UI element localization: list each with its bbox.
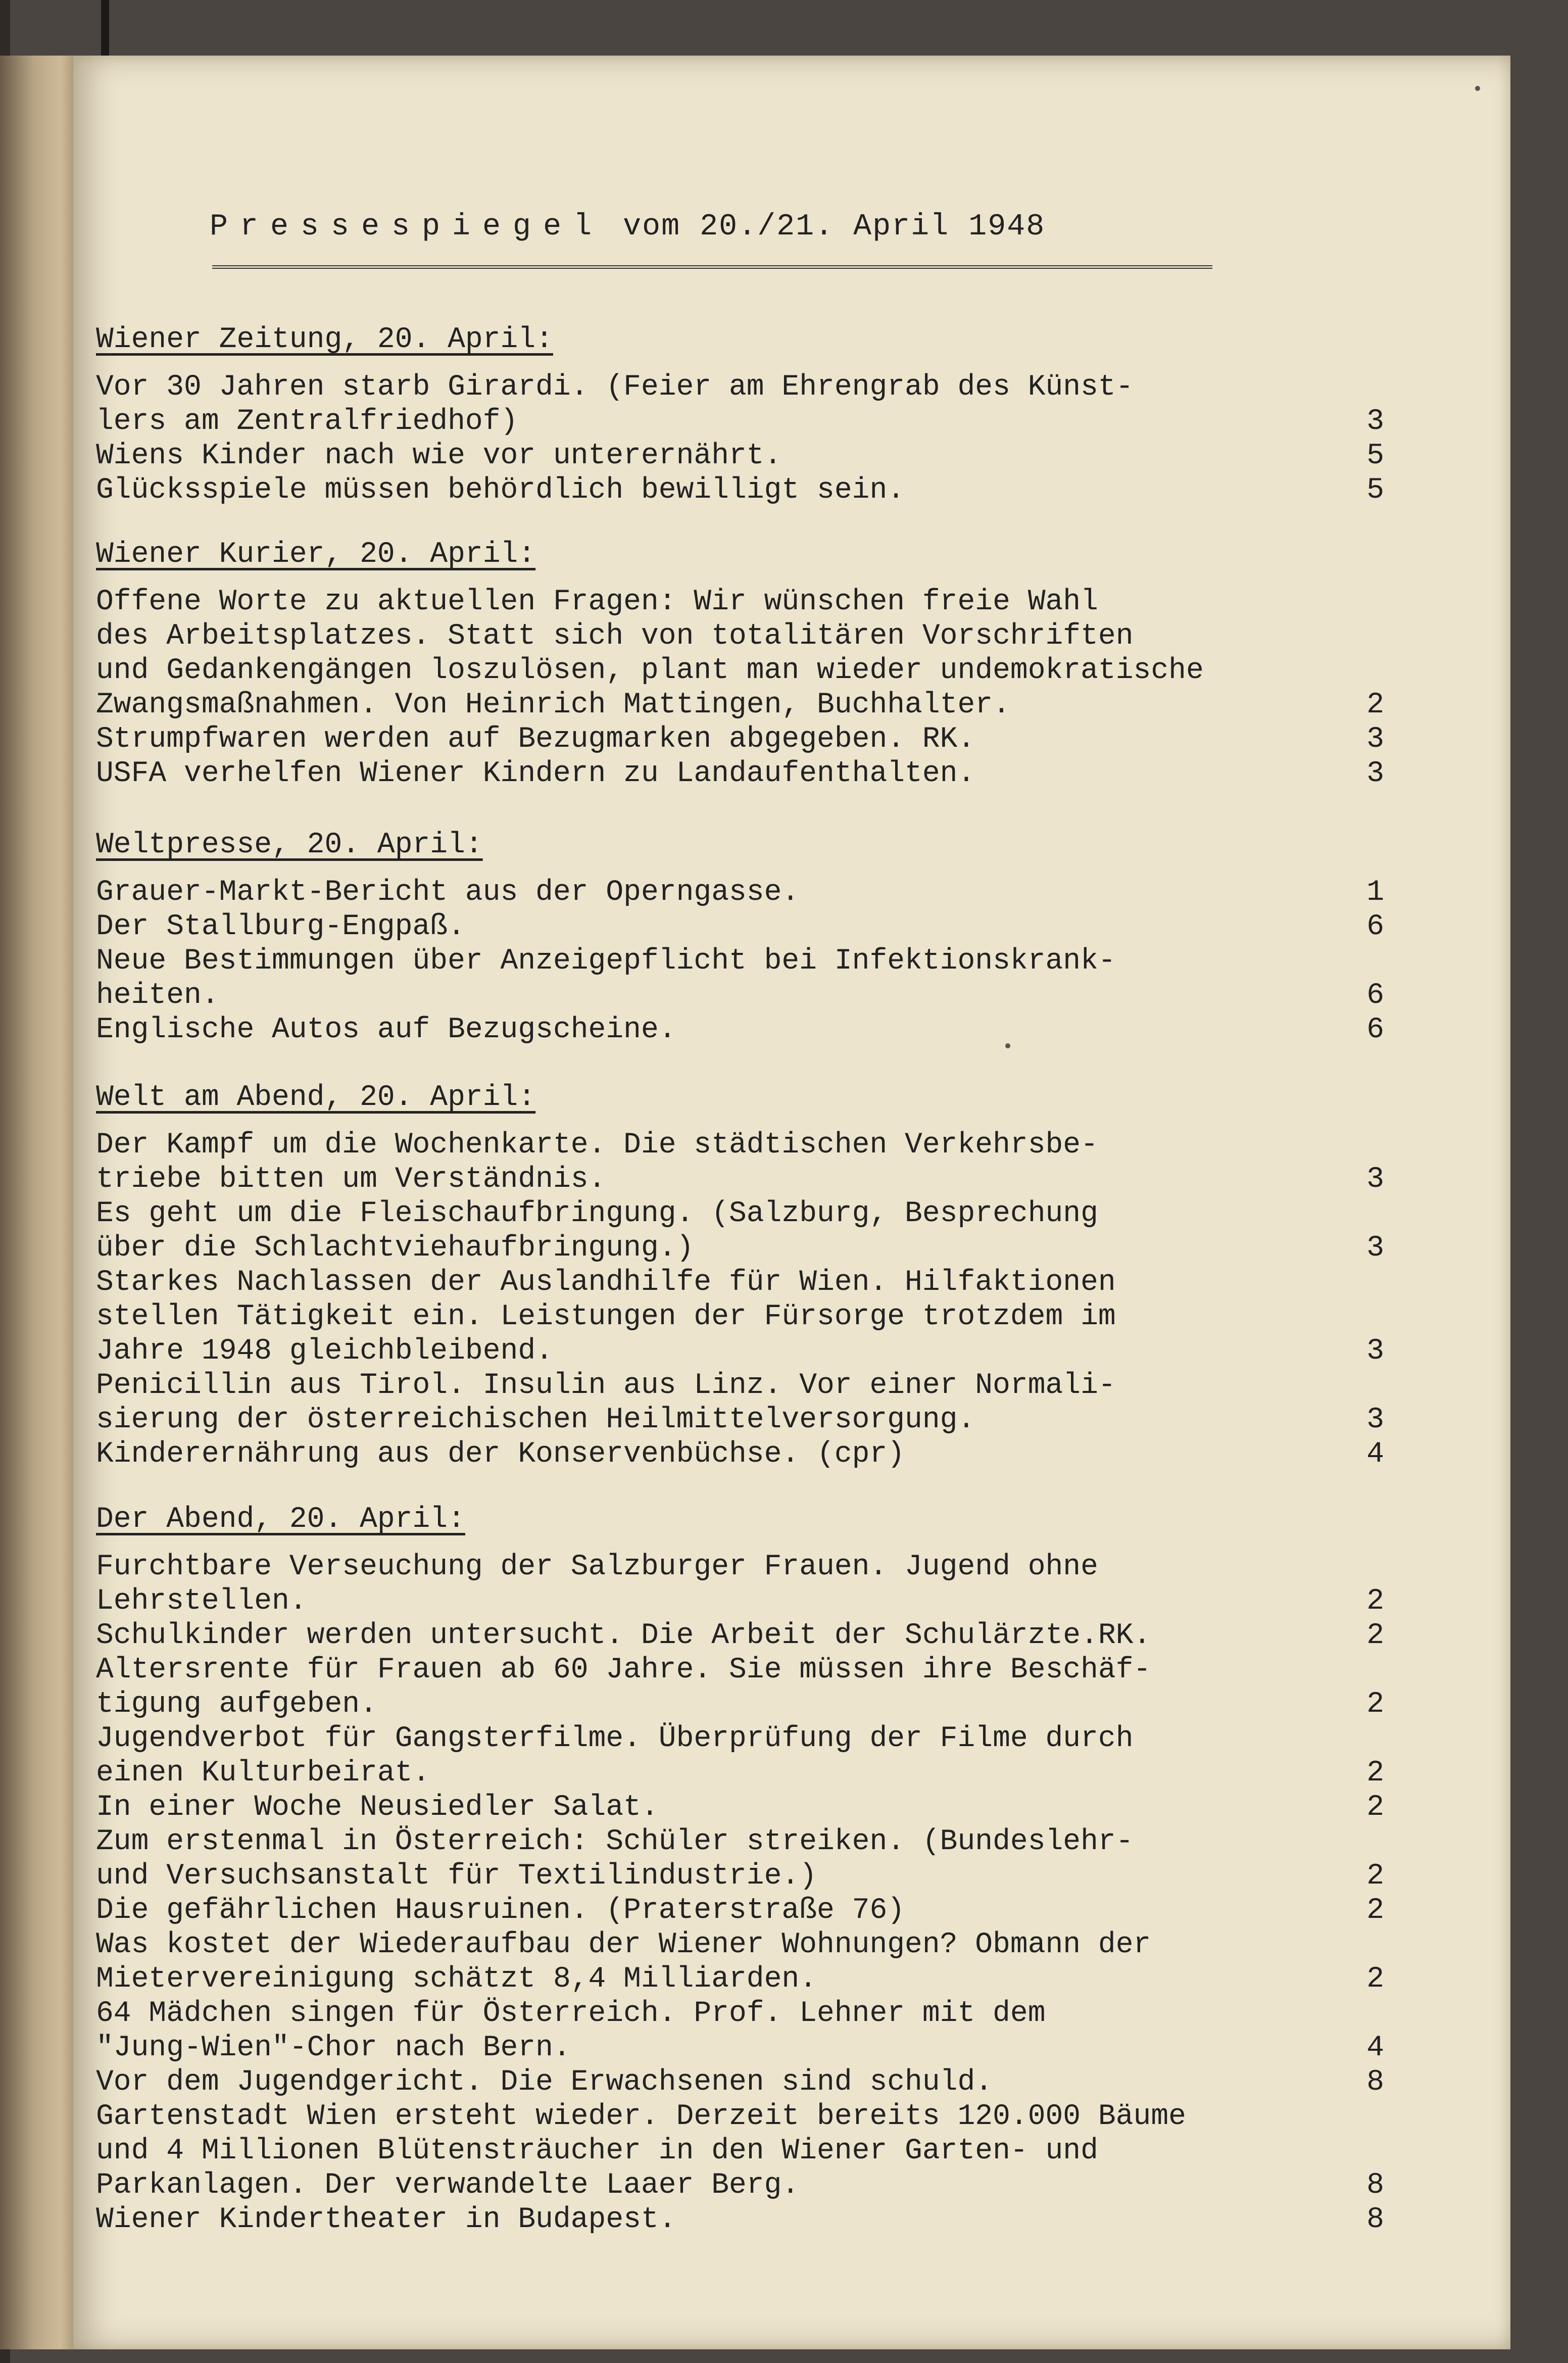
item-page: 8 [1366,2066,1384,2099]
item-text: Was kostet der Wiederaufbau der Wiener Wohnungen? Obmann der Mietervereinigung schätzt 8,4 Milliarden. [96,1928,1151,1996]
list-item [96,1550,1389,1619]
item-page: 2 [1366,1688,1384,1721]
item-text: Wiener Kindertheater in Budapest. [96,2203,676,2236]
item-text: Schulkinder werden untersucht. Die Arbeit der Schulärzte.RK. [96,1619,1151,1652]
section-welt-am-abend [96,1081,1389,1472]
item-page: 2 [1366,1757,1384,1790]
item-page: 2 [1366,1619,1384,1652]
item-page: 2 [1366,1791,1384,1824]
item-page: 5 [1366,474,1384,507]
item-text: Grauer-Markt-Bericht aus der Operngasse. [96,876,800,909]
list-item [96,1619,1389,1653]
item-page: 2 [1366,1585,1384,1618]
item-page: 2 [1366,1963,1384,1996]
item-page: 2 [1366,1894,1384,1927]
list-item [96,370,1389,439]
section-heading: Weltpresse, 20. April: [96,829,483,861]
list-item [96,585,1389,722]
list-item [96,1266,1389,1369]
item-page: 4 [1366,1438,1384,1471]
item-text: Neue Bestimmungen über Anzeigepflicht bei Infektionskrank- heiten. [96,945,1116,1012]
item-text: Vor dem Jugendgericht. Die Erwachsenen sind schuld. [96,2066,993,2099]
item-text: Starkes Nachlassen der Auslandhilfe für Wien. Hilfaktionen stellen Tätigkeit ein. Leistungen der Fürsorge trotzdem im Jahre 1948 gleichbleibend. [96,1266,1116,1368]
title-date: vom 20./21. April 1948 [623,210,1046,244]
item-page: 5 [1366,440,1384,472]
list-item [96,944,1389,1013]
item-page: 8 [1366,2203,1384,2236]
item-text: Der Kampf um die Wochenkarte. Die städtischen Verkehrsbe- triebe bitten um Verständnis. [96,1129,1098,1196]
list-item [96,1894,1389,1928]
item-text: Gartenstadt Wien ersteht wieder. Derzeit bereits 120.000 Bäume und 4 Millionen Blütensträucher in den Wiener Garten- und Parkanlagen. Der verwandelte Laaer Berg. [96,2100,1186,2202]
item-text: Vor 30 Jahren starb Girardi. (Feier am Ehrengrab des Künst- lers am Zentralfriedhof) [96,371,1134,438]
item-text: Penicillin aus Tirol. Insulin aus Linz. Vor einer Normali- sierung der österreichischen Heilmittelversorgung. [96,1369,1116,1436]
list-item [96,1369,1389,1437]
item-text: Jugendverbot für Gangsterfilme. Überprüfung der Filme durch einen Kulturbeirat. [96,1722,1134,1790]
list-item [96,1825,1389,1894]
section-heading: Welt am Abend, 20. April: [96,1081,536,1114]
section-wiener-kurier [96,538,1389,791]
list-item [96,1437,1389,1472]
item-text: In einer Woche Neusiedler Salat. [96,1791,659,1824]
item-page: 6 [1366,979,1384,1012]
list-item [96,1997,1389,2065]
list-item [96,910,1389,944]
item-text: Zum erstenmal in Österreich: Schüler streiken. (Bundeslehr- und Versuchsanstalt für Textilindustrie.) [96,1825,1134,1893]
item-page: 3 [1366,723,1384,756]
list-item [96,757,1389,791]
list-item [96,1791,1389,1825]
item-page: 1 [1366,876,1384,909]
item-text: 64 Mädchen singen für Österreich. Prof. Lehner mit dem "Jung-Wien"-Chor nach Bern. [96,1997,1046,2064]
item-text: Wiens Kinder nach wie vor unterernährt. [96,440,782,472]
list-item [96,1197,1389,1266]
item-text: Der Stallburg-Engpaß. [96,910,465,943]
page-title [210,210,1045,244]
item-page: 6 [1366,1014,1384,1046]
item-text: Offene Worte zu aktuellen Fragen: Wir wünschen freie Wahl des Arbeitsplatzes. Statt sich von totalitären Vorschriften und Gedankengängen loszulösen, plant man wieder undemokratische Zwangsmaßnahmen. Von Heinrich Mattingen, Buchhalter. [96,586,1204,721]
title-double-underline [212,265,1212,284]
item-page: 3 [1366,405,1384,438]
list-item [96,1722,1389,1791]
item-page: 3 [1366,757,1384,790]
item-text: Englische Autos auf Bezugscheine. [96,1014,676,1046]
list-item [96,2100,1389,2203]
list-item [96,722,1389,757]
list-item [96,1013,1389,1047]
list-item [96,2065,1389,2100]
list-item [96,1928,1389,1997]
section-heading: Der Abend, 20. April: [96,1503,465,1536]
item-text: Glücksspiele müssen behördlich bewilligt sein. [96,474,905,507]
item-text: Es geht um die Fleischaufbringung. (Salzburg, Besprechung über die Schlachtviehaufbringung.) [96,1197,1098,1265]
binding-bar [101,0,109,56]
item-text: USFA verhelfen Wiener Kindern zu Landaufenthalten. [96,757,975,790]
list-item [96,1653,1389,1722]
section-heading: Wiener Kurier, 20. April: [96,538,536,571]
item-page: 3 [1366,1163,1384,1196]
item-page: 2 [1366,689,1384,721]
left-page-fragment [0,56,76,2349]
item-page: 3 [1366,1232,1384,1265]
item-page: 2 [1366,1860,1384,1893]
section-wiener-zeitung [96,323,1389,508]
item-text: Furchtbare Verseuchung der Salzburger Frauen. Jugend ohne Lehrstellen. [96,1551,1098,1618]
item-page: 3 [1366,1335,1384,1368]
title-word: Pressespiegel [210,210,604,244]
section-heading: Wiener Zeitung, 20. April: [96,323,553,356]
list-item [96,439,1389,473]
section-weltpresse [96,829,1389,1047]
item-text: Strumpfwaren werden auf Bezugmarken abgegeben. RK. [96,723,975,756]
item-page: 4 [1366,2032,1384,2064]
list-item [96,1128,1389,1197]
list-item [96,473,1389,508]
list-item [96,2203,1389,2237]
item-text: Altersrente für Frauen ab 60 Jahre. Sie müssen ihre Beschäf- tigung aufgeben. [96,1654,1151,1721]
item-page: 8 [1366,2169,1384,2202]
item-text: Die gefährlichen Hausruinen. (Praterstraße 76) [96,1894,905,1927]
item-page: 6 [1366,910,1384,943]
item-page: 3 [1366,1404,1384,1436]
section-der-abend [96,1503,1389,2237]
list-item [96,876,1389,910]
paper-speck [1475,86,1480,91]
item-text: Kinderernährung aus der Konservenbüchse. (cpr) [96,1438,905,1471]
